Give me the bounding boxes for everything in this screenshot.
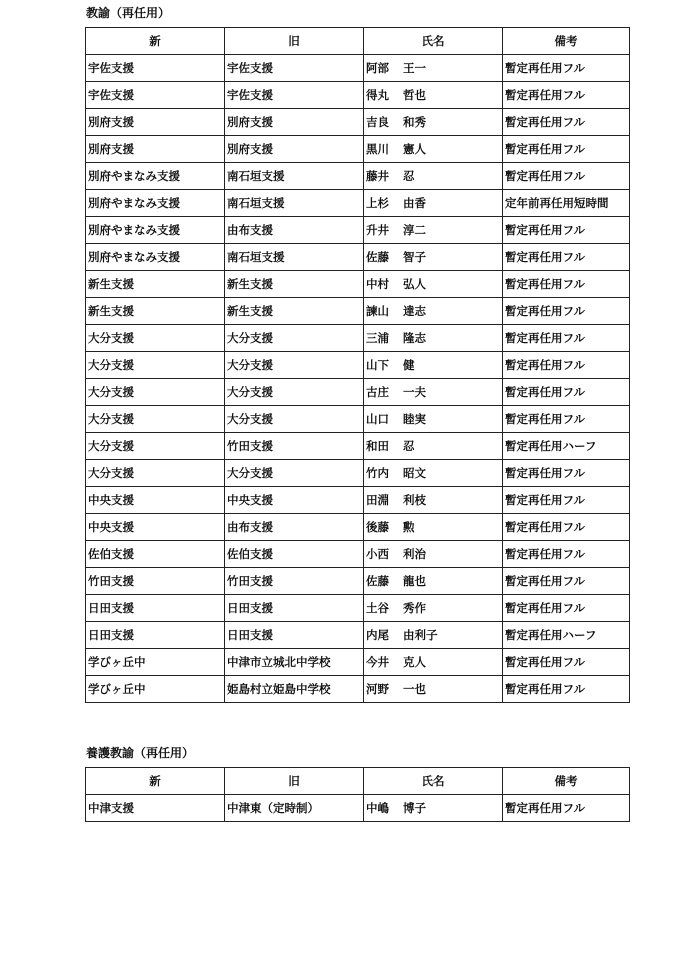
table-row xyxy=(86,676,630,703)
cell-old: 南石垣支援 xyxy=(225,190,364,217)
cell-old: 大分支援 xyxy=(225,460,364,487)
cell-new: 別府支援 xyxy=(86,136,225,163)
given-name: 秀作 xyxy=(403,601,426,615)
table-row xyxy=(86,217,630,244)
given-name: 健 xyxy=(403,358,415,372)
cell-name xyxy=(364,244,503,271)
cell-note: 暫定再任用フル xyxy=(503,541,630,568)
given-name: 一夫 xyxy=(403,385,426,399)
cell-old: 大分支援 xyxy=(225,352,364,379)
cell-new: 大分支援 xyxy=(86,406,225,433)
cell-new: 大分支援 xyxy=(86,379,225,406)
surname: 小西 xyxy=(366,547,389,561)
cell-name xyxy=(364,325,503,352)
table-row xyxy=(86,568,630,595)
cell-new: 新生支援 xyxy=(86,298,225,325)
cell-name xyxy=(364,649,503,676)
surname: 上杉 xyxy=(366,196,389,210)
table-body xyxy=(86,795,630,822)
surname: 佐藤 xyxy=(366,250,389,264)
cell-note: 暫定再任用フル xyxy=(503,163,630,190)
given-name: 龍也 xyxy=(403,574,426,588)
cell-new: 中津支援 xyxy=(86,795,225,822)
cell-new: 別府やまなみ支援 xyxy=(86,217,225,244)
header-old: 旧 xyxy=(225,28,364,55)
surname: 中村 xyxy=(366,277,389,291)
header-name: 氏名 xyxy=(364,28,503,55)
cell-old: 日田支援 xyxy=(225,595,364,622)
given-name: 淳二 xyxy=(403,223,426,237)
cell-old: 佐伯支援 xyxy=(225,541,364,568)
cell-note: 暫定再任用フル xyxy=(503,406,630,433)
cell-note: 暫定再任用フル xyxy=(503,136,630,163)
cell-old: 新生支援 xyxy=(225,271,364,298)
surname: 河野 xyxy=(366,682,389,696)
cell-new: 大分支援 xyxy=(86,433,225,460)
cell-name xyxy=(364,676,503,703)
cell-note: 暫定再任用フル xyxy=(503,487,630,514)
cell-old: 由布支援 xyxy=(225,514,364,541)
cell-old: 別府支援 xyxy=(225,136,364,163)
surname: 山下 xyxy=(366,358,389,372)
cell-old: 宇佐支援 xyxy=(225,55,364,82)
table-row xyxy=(86,433,630,460)
table-row xyxy=(86,649,630,676)
table-row xyxy=(86,136,630,163)
cell-new: 別府やまなみ支援 xyxy=(86,163,225,190)
surname: 後藤 xyxy=(366,520,389,534)
given-name: 利治 xyxy=(403,547,426,561)
cell-name xyxy=(364,795,503,822)
cell-name xyxy=(364,379,503,406)
cell-note: 暫定再任用フル xyxy=(503,649,630,676)
cell-note: 暫定再任用フル xyxy=(503,109,630,136)
given-name: 博子 xyxy=(403,801,426,815)
surname: 吉良 xyxy=(366,115,389,129)
cell-new: 別府やまなみ支援 xyxy=(86,244,225,271)
table-row xyxy=(86,190,630,217)
table-row xyxy=(86,55,630,82)
cell-note: 暫定再任用フル xyxy=(503,352,630,379)
given-name: 忍 xyxy=(403,439,415,453)
section-title-teachers: 教諭（再任用） xyxy=(86,6,171,20)
cell-note: 暫定再任用フル xyxy=(503,325,630,352)
cell-name xyxy=(364,136,503,163)
cell-note: 暫定再任用フル xyxy=(503,514,630,541)
cell-note: 暫定再任用フル xyxy=(503,82,630,109)
cell-new: 大分支援 xyxy=(86,325,225,352)
cell-name xyxy=(364,568,503,595)
cell-old: 別府支援 xyxy=(225,109,364,136)
given-name: 由香 xyxy=(403,196,426,210)
cell-note: 暫定再任用フル xyxy=(503,298,630,325)
table-row xyxy=(86,622,630,649)
given-name: 憲人 xyxy=(403,142,426,156)
cell-old: 大分支援 xyxy=(225,406,364,433)
cell-note: 暫定再任用ハーフ xyxy=(503,433,630,460)
surname: 内尾 xyxy=(366,628,389,642)
surname: 古庄 xyxy=(366,385,389,399)
cell-old: 日田支援 xyxy=(225,622,364,649)
header-note: 備考 xyxy=(503,28,630,55)
surname: 黒川 xyxy=(366,142,389,156)
cell-old: 中津市立城北中学校 xyxy=(225,649,364,676)
cell-name xyxy=(364,82,503,109)
surname: 佐藤 xyxy=(366,574,389,588)
surname: 和田 xyxy=(366,439,389,453)
cell-name xyxy=(364,190,503,217)
cell-new: 中央支援 xyxy=(86,487,225,514)
cell-new: 中央支援 xyxy=(86,514,225,541)
surname: 中嶋 xyxy=(366,801,389,815)
cell-new: 日田支援 xyxy=(86,595,225,622)
given-name: 由利子 xyxy=(403,628,438,642)
section-title-nurse-teachers: 養護教諭（再任用） xyxy=(86,746,195,760)
table-header-row xyxy=(86,768,630,795)
table-row xyxy=(86,514,630,541)
header-new: 新 xyxy=(86,28,225,55)
cell-name xyxy=(364,487,503,514)
cell-name xyxy=(364,514,503,541)
cell-new: 別府やまなみ支援 xyxy=(86,190,225,217)
cell-note: 暫定再任用フル xyxy=(503,217,630,244)
cell-name xyxy=(364,109,503,136)
cell-new: 佐伯支援 xyxy=(86,541,225,568)
cell-note: 暫定再任用フル xyxy=(503,55,630,82)
given-name: 弘人 xyxy=(403,277,426,291)
cell-name xyxy=(364,271,503,298)
cell-note: 暫定再任用フル xyxy=(503,595,630,622)
cell-old: 新生支援 xyxy=(225,298,364,325)
surname: 升井 xyxy=(366,223,389,237)
table-body xyxy=(86,55,630,703)
given-name: 王一 xyxy=(403,61,426,75)
surname: 藤井 xyxy=(366,169,389,183)
cell-old: 竹田支援 xyxy=(225,568,364,595)
cell-name xyxy=(364,541,503,568)
cell-name xyxy=(364,55,503,82)
cell-new: 大分支援 xyxy=(86,460,225,487)
table-row xyxy=(86,795,630,822)
given-name: 睦実 xyxy=(403,412,426,426)
table-row xyxy=(86,271,630,298)
cell-name xyxy=(364,163,503,190)
cell-old: 宇佐支援 xyxy=(225,82,364,109)
cell-new: 宇佐支援 xyxy=(86,82,225,109)
surname: 田淵 xyxy=(366,493,389,507)
surname: 今井 xyxy=(366,655,389,669)
cell-old: 竹田支援 xyxy=(225,433,364,460)
cell-new: 学びヶ丘中 xyxy=(86,649,225,676)
cell-new: 別府支援 xyxy=(86,109,225,136)
given-name: 克人 xyxy=(403,655,426,669)
cell-new: 学びヶ丘中 xyxy=(86,676,225,703)
table-row xyxy=(86,244,630,271)
teachers-table xyxy=(85,27,630,703)
table-row xyxy=(86,379,630,406)
header-old: 旧 xyxy=(225,768,364,795)
table-row xyxy=(86,352,630,379)
table-row xyxy=(86,487,630,514)
cell-old: 中津東（定時制） xyxy=(225,795,364,822)
header-new: 新 xyxy=(86,768,225,795)
given-name: 哲也 xyxy=(403,88,426,102)
given-name: 一也 xyxy=(403,682,426,696)
table-row xyxy=(86,82,630,109)
cell-name xyxy=(364,595,503,622)
table-row xyxy=(86,460,630,487)
cell-new: 宇佐支援 xyxy=(86,55,225,82)
cell-name xyxy=(364,352,503,379)
table-row xyxy=(86,406,630,433)
given-name: 隆志 xyxy=(403,331,426,345)
given-name: 智子 xyxy=(403,250,426,264)
given-name: 昭文 xyxy=(403,466,426,480)
cell-old: 南石垣支援 xyxy=(225,163,364,190)
surname: 三浦 xyxy=(366,331,389,345)
cell-new: 竹田支援 xyxy=(86,568,225,595)
cell-name xyxy=(364,406,503,433)
cell-note: 暫定再任用フル xyxy=(503,379,630,406)
cell-new: 新生支援 xyxy=(86,271,225,298)
table-row xyxy=(86,298,630,325)
cell-note: 定年前再任用短時間 xyxy=(503,190,630,217)
given-name: 達志 xyxy=(403,304,426,318)
cell-old: 大分支援 xyxy=(225,379,364,406)
cell-note: 暫定再任用フル xyxy=(503,460,630,487)
given-name: 利枝 xyxy=(403,493,426,507)
table-row xyxy=(86,541,630,568)
cell-name xyxy=(364,460,503,487)
surname: 山口 xyxy=(366,412,389,426)
cell-old: 中央支援 xyxy=(225,487,364,514)
given-name: 和秀 xyxy=(403,115,426,129)
header-name: 氏名 xyxy=(364,768,503,795)
nurse-teachers-table xyxy=(85,767,630,822)
surname: 竹内 xyxy=(366,466,389,480)
cell-note: 暫定再任用フル xyxy=(503,676,630,703)
given-name: 忍 xyxy=(403,169,415,183)
cell-note: 暫定再任用フル xyxy=(503,795,630,822)
table-row xyxy=(86,325,630,352)
table-row xyxy=(86,595,630,622)
cell-name xyxy=(364,217,503,244)
cell-note: 暫定再任用フル xyxy=(503,568,630,595)
surname: 得丸 xyxy=(366,88,389,102)
table-header-row xyxy=(86,28,630,55)
given-name: 勲 xyxy=(403,520,415,534)
cell-name xyxy=(364,622,503,649)
table-row xyxy=(86,109,630,136)
surname: 土谷 xyxy=(366,601,389,615)
surname: 諫山 xyxy=(366,304,389,318)
cell-old: 由布支援 xyxy=(225,217,364,244)
cell-new: 日田支援 xyxy=(86,622,225,649)
table-row xyxy=(86,163,630,190)
cell-new: 大分支援 xyxy=(86,352,225,379)
surname: 阿部 xyxy=(366,61,389,75)
cell-old: 南石垣支援 xyxy=(225,244,364,271)
cell-note: 暫定再任用フル xyxy=(503,271,630,298)
cell-old: 姫島村立姫島中学校 xyxy=(225,676,364,703)
cell-old: 大分支援 xyxy=(225,325,364,352)
header-note: 備考 xyxy=(503,768,630,795)
cell-note: 暫定再任用フル xyxy=(503,244,630,271)
cell-name xyxy=(364,433,503,460)
cell-name xyxy=(364,298,503,325)
cell-note: 暫定再任用ハーフ xyxy=(503,622,630,649)
